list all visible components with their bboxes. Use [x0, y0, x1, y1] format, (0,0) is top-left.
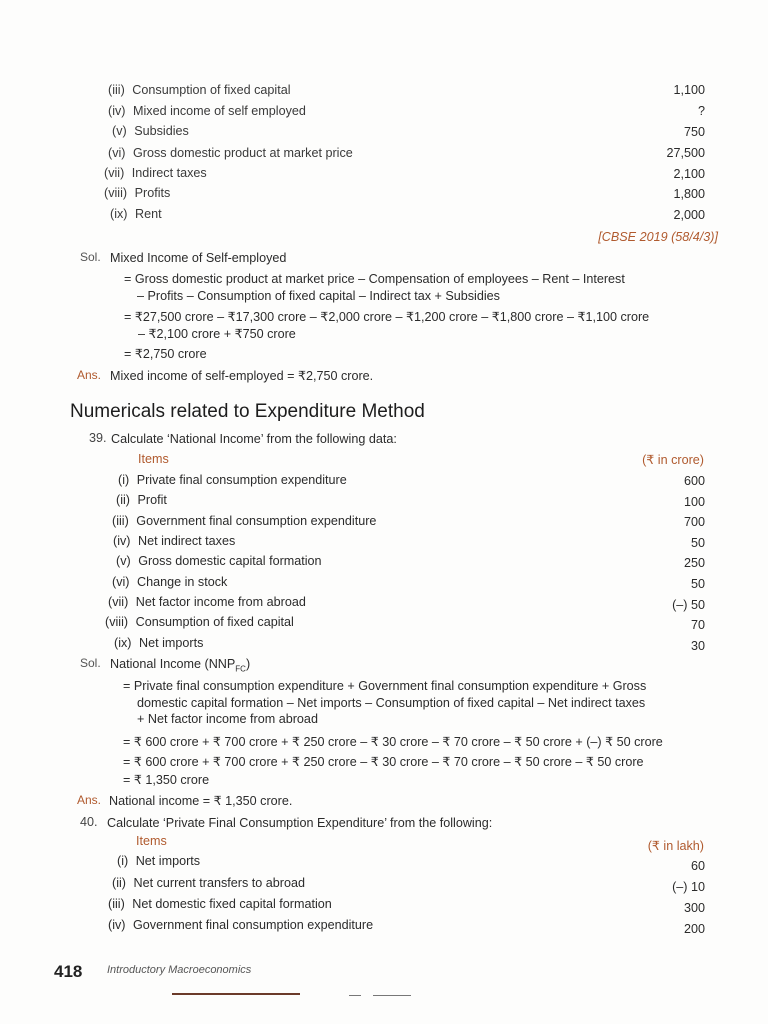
solution-line: = ₹ 600 crore + ₹ 700 crore + ₹ 250 crore – ₹ 30 crore – ₹ 70 crore – ₹ 50 crore + (–) ₹ 50 crore — [123, 735, 663, 749]
item-value: (–) 50 — [672, 598, 705, 612]
item-value: 1,100 — [673, 83, 705, 97]
item-number: (v) — [112, 124, 127, 138]
answer-text: National income = ₹ 1,350 crore. — [109, 794, 293, 808]
item-number: (vi) — [112, 575, 130, 589]
question-text: Calculate ‘National Income’ from the following data: — [111, 432, 397, 446]
item-label: Net indirect taxes — [137, 534, 236, 548]
item-value: 600 — [683, 474, 705, 488]
item-value: 2,000 — [673, 208, 705, 222]
q39-item-4 — [113, 533, 235, 549]
item-label: Net factor income from abroad — [135, 595, 306, 609]
q39-item-2 — [116, 492, 167, 508]
item-label: Net imports — [138, 636, 204, 650]
solution-line: – ₹2,100 crore + ₹750 crore — [138, 327, 296, 341]
item-label: Rent — [134, 207, 162, 221]
item-value: 27,500 — [666, 146, 705, 160]
q39-item-5 — [116, 553, 322, 569]
page-number: 418 — [54, 962, 83, 981]
item-number: (vii) — [108, 595, 129, 609]
item-value: 50 — [690, 536, 705, 550]
top-item-8 — [104, 185, 170, 201]
item-value: 50 — [690, 577, 705, 591]
item-number: (i) — [118, 473, 130, 487]
q40-item-4 — [108, 917, 373, 933]
item-label: Consumption of fixed capital — [135, 615, 294, 629]
item-label: Government final consumption expenditure — [136, 514, 377, 528]
item-value: 300 — [683, 901, 705, 915]
item-label: Net domestic fixed capital formation — [132, 897, 332, 911]
item-number: (ii) — [112, 876, 126, 890]
solution-line: + Net factor income from abroad — [137, 712, 318, 726]
footer-rule — [172, 993, 300, 995]
item-label: Indirect taxes — [131, 166, 207, 180]
item-label: Net current transfers to abroad — [133, 876, 305, 890]
item-label: Mixed income of self employed — [132, 104, 306, 118]
section-heading: Numericals related to Expenditure Method — [70, 401, 425, 422]
top-item-9 — [110, 206, 162, 222]
title-subscript: FC — [235, 664, 246, 674]
unit-header: (₹ in lakh) — [647, 839, 704, 853]
item-number: (ix) — [114, 636, 132, 650]
solution-label: Sol. — [80, 250, 101, 264]
item-number: (ii) — [116, 493, 130, 507]
solution-line: = Gross domestic product at market price – Compensation of employees – Rent – Interest — [124, 272, 625, 286]
solution-label: Sol. — [80, 656, 101, 670]
item-number: (viii) — [104, 186, 128, 200]
solution-line: – Profits – Consumption of fixed capital – Indirect tax + Subsidies — [137, 289, 500, 303]
item-value: ? — [697, 104, 705, 118]
item-number: (iii) — [108, 83, 125, 97]
item-value: 2,100 — [673, 167, 705, 181]
item-number: (iii) — [108, 897, 125, 911]
question-number: 40. — [80, 815, 98, 829]
answer-label: Ans. — [77, 793, 102, 807]
item-value: 30 — [690, 639, 705, 653]
item-label: Government final consumption expenditure — [132, 918, 374, 932]
item-value: 750 — [683, 125, 705, 139]
q39-item-9 — [114, 635, 203, 651]
title-main: National Income (NNP — [110, 657, 236, 671]
solution-title: Mixed Income of Self-employed — [110, 251, 287, 265]
item-label: Net imports — [135, 854, 201, 868]
question-number: 39. — [89, 431, 107, 445]
title-end: ) — [245, 657, 251, 671]
items-header: Items — [138, 452, 169, 466]
items-header: Items — [136, 834, 167, 848]
item-value: (–) 10 — [672, 880, 705, 894]
top-item-4 — [108, 103, 306, 119]
q39-item-7 — [108, 594, 306, 610]
footer-rule — [373, 995, 411, 996]
question-text: Calculate ‘Private Final Consumption Expenditure’ from the following: — [107, 816, 493, 830]
solution-title — [110, 656, 250, 678]
solution-line: = ₹ 600 crore + ₹ 700 crore + ₹ 250 crore – ₹ 30 crore – ₹ 70 crore – ₹ 50 crore – ₹ 50 crore — [123, 755, 644, 769]
item-number: (ix) — [110, 207, 128, 221]
item-number: (iv) — [108, 104, 126, 118]
answer-text: Mixed income of self-employed = ₹2,750 crore. — [110, 369, 374, 383]
solution-line: = ₹27,500 crore – ₹17,300 crore – ₹2,000 crore – ₹1,200 crore – ₹1,800 crore – ₹1,100 crore — [124, 310, 650, 324]
item-value: 250 — [683, 556, 705, 570]
book-title: Introductory Macroeconomics — [107, 964, 252, 976]
item-number: (i) — [117, 854, 129, 868]
item-label: Change in stock — [136, 575, 228, 589]
item-number: (vii) — [104, 166, 125, 180]
unit-header: (₹ in crore) — [642, 453, 704, 467]
solution-line: = ₹ 1,350 crore — [123, 773, 210, 787]
item-label: Profits — [134, 186, 171, 200]
q39-item-8 — [105, 614, 294, 630]
item-label: Consumption of fixed capital — [132, 83, 291, 97]
top-item-7 — [104, 165, 207, 181]
item-value: 700 — [683, 515, 705, 529]
solution-line: = Private final consumption expenditure + Government final consumption expenditure + Gross — [123, 679, 647, 693]
top-item-6 — [108, 145, 353, 161]
q40-item-1 — [117, 853, 200, 869]
source-citation: [CBSE 2019 (58/4/3)] — [598, 230, 718, 244]
item-number: (iii) — [112, 514, 129, 528]
item-value: 100 — [683, 495, 705, 509]
item-number: (v) — [116, 554, 131, 568]
answer-label: Ans. — [77, 368, 102, 382]
solution-line: = ₹2,750 crore — [124, 347, 207, 361]
q39-item-3 — [112, 513, 376, 529]
top-item-5 — [112, 123, 189, 139]
item-label: Gross domestic capital formation — [138, 554, 322, 568]
item-value: 200 — [683, 922, 705, 936]
solution-line: domestic capital formation – Net imports – Consumption of fixed capital – Net indirect taxes — [137, 696, 646, 710]
q40-item-2 — [112, 875, 305, 891]
item-value: 1,800 — [673, 187, 705, 201]
item-value: 60 — [690, 859, 705, 873]
q39-item-6 — [112, 574, 227, 590]
footer-rule — [349, 995, 361, 996]
item-label: Private final consumption expenditure — [136, 473, 347, 487]
item-number: (vi) — [108, 146, 126, 160]
item-number: (viii) — [105, 615, 129, 629]
item-label: Profit — [137, 493, 167, 507]
q39-item-1 — [118, 472, 347, 488]
item-label: Gross domestic product at market price — [132, 146, 353, 160]
q40-item-3 — [108, 896, 332, 912]
item-label: Subsidies — [134, 124, 189, 138]
item-number: (iv) — [108, 918, 126, 932]
item-value: 70 — [690, 618, 705, 632]
item-number: (iv) — [113, 534, 131, 548]
top-item-3 — [108, 82, 291, 98]
